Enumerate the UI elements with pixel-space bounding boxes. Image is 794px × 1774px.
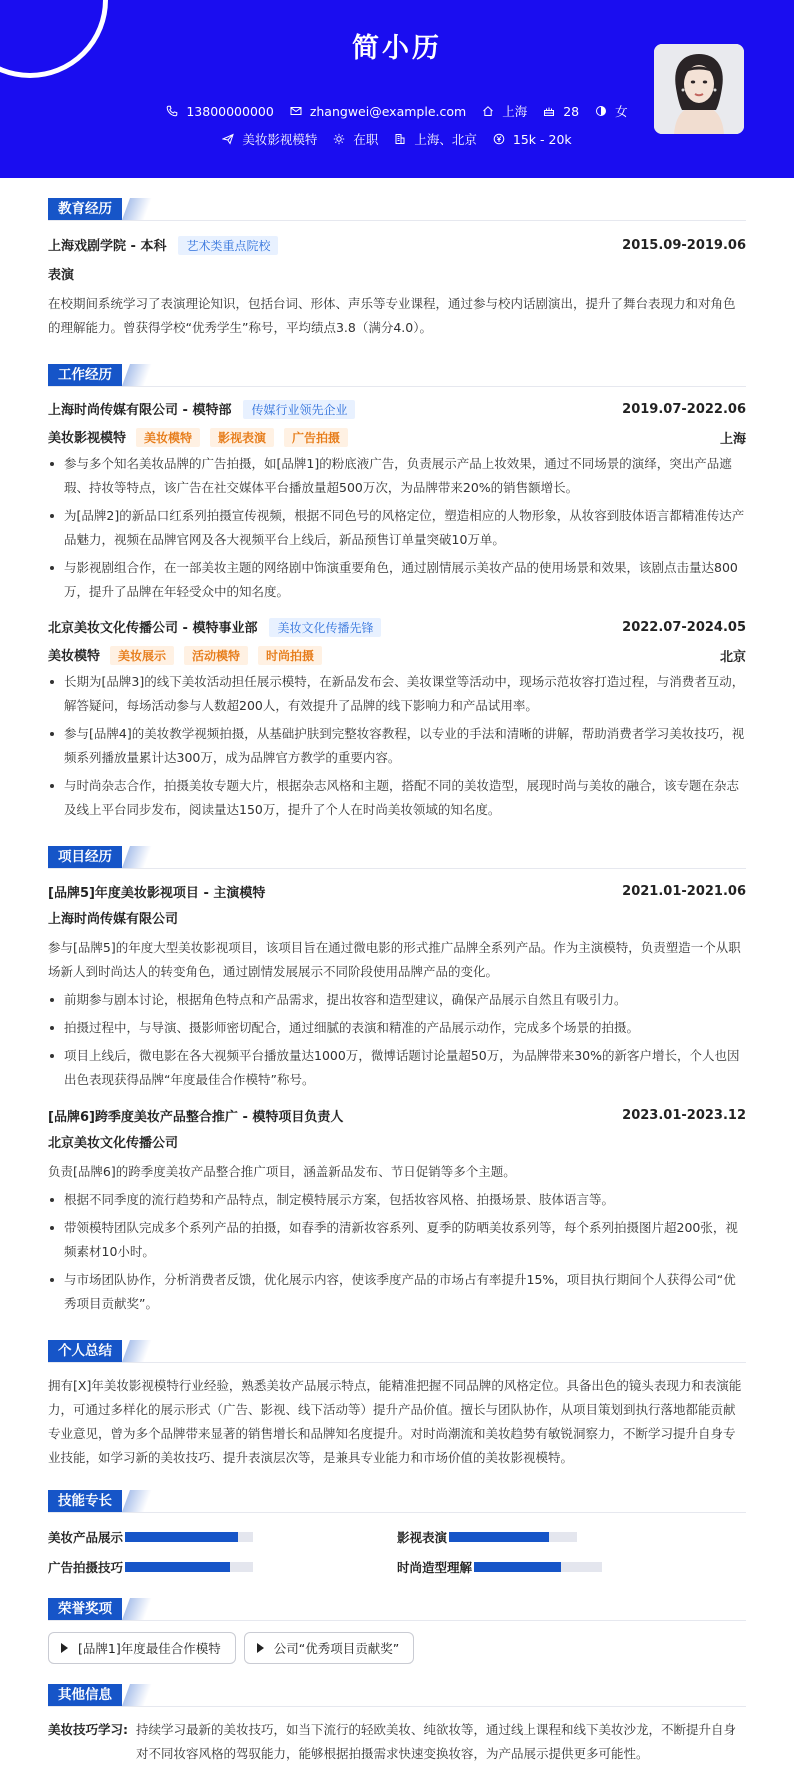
job-entry — [48, 398, 746, 604]
major: 表演 — [48, 268, 75, 283]
location-text: 上海 — [502, 104, 528, 119]
candidate-name: 简小历 — [352, 33, 442, 64]
target-city: 上海、北京 — [414, 132, 477, 147]
target-position: 美妆影视模特 — [242, 132, 318, 147]
section-header — [48, 344, 746, 386]
skill-name: 时尚造型理解 — [397, 1560, 473, 1575]
other-info-item — [48, 1718, 746, 1766]
gender-text: 女 — [615, 104, 628, 119]
role-row — [48, 644, 746, 666]
project-org: 上海时尚传媒有限公司 — [48, 912, 179, 927]
salary-info — [493, 132, 572, 147]
job-entry — [48, 616, 746, 822]
project-date: 2021.01-2021.06 — [622, 883, 746, 899]
email-address: zhangwei@example.com — [309, 103, 467, 119]
skill-bar-fill — [474, 1562, 561, 1572]
job-bullets — [48, 670, 746, 822]
other-section — [48, 1664, 746, 1766]
section-header — [48, 1664, 746, 1706]
education-description: 在校期间系统学习了表演理论知识，包括台词、形体、声乐等专业课程，通过参与校内话剧演出，提升了舞台表现力和对角色的理解能力。曾获得学校“优秀学生”称号，平均绩点3.8（满分4.0）。 — [48, 296, 736, 335]
list-item: 为[品牌2]的新品口红系列拍摄宣传视频，根据不同色号的风格定位，塑造相应的人物形象，从妆容到肢体语言都精准传达产品魅力，视频在品牌官网及各大视频平台上线后，新品预售订单量突破10万单。 — [48, 504, 746, 552]
project-org: 北京美妆文化传播公司 — [48, 1136, 179, 1151]
section-header — [48, 1320, 746, 1362]
project-name: [品牌5]年度美妆影视项目 - 主演模特 — [48, 885, 266, 901]
resume-content — [48, 178, 746, 1766]
status-icon — [333, 133, 345, 145]
list-item: 与时尚杂志合作，拍摄美妆专题大片，根据杂志风格和主题，搭配不同的美妆造型，展现时尚与美妆的融合，该专题在杂志及线上平台同步发布，阅读量达150万，提升了个人在时尚美妆领域的知名度。 — [48, 774, 746, 822]
project-bullets — [48, 1188, 746, 1316]
project-description: 参与[品牌5]的年度大型美妆影视项目，该项目旨在通过微电影的形式推广品牌全系列产品。作为主演模特，负责塑造一个从职场新人到时尚达人的转变角色，通过剧情发展展示不同阶段使用品牌产品的变化。 — [48, 940, 741, 979]
divider — [48, 868, 746, 869]
project-date: 2023.01-2023.12 — [622, 1107, 746, 1123]
play-icon — [257, 1643, 264, 1653]
list-item: 拍摄过程中，与导演、摄影师密切配合，通过细腻的表演和精准的产品展示动作，完成多个场景的拍摄。 — [48, 1016, 746, 1040]
awards-list — [48, 1632, 746, 1664]
list-item: 带领模特团队完成多个系列产品的拍摄，如春季的清新妆容系列、夏季的防晒美妆系列等，每个系列拍摄图片超200张，视频素材10小时。 — [48, 1216, 746, 1264]
skill-tag: 广告拍摄 — [284, 428, 348, 447]
skill-tag: 时尚拍摄 — [258, 646, 322, 665]
skill-bar — [474, 1562, 602, 1572]
job-bullets — [48, 452, 746, 604]
education-school-row — [48, 234, 746, 256]
location-info — [482, 102, 527, 120]
play-icon — [61, 1643, 68, 1653]
email-info — [290, 104, 466, 119]
skill-tag: 影视表演 — [210, 428, 274, 447]
award-name: 公司“优秀项目贡献奖” — [273, 1641, 400, 1656]
money-icon — [493, 133, 505, 145]
skill-bar-fill — [125, 1532, 238, 1542]
target-city-info — [394, 130, 477, 148]
company-row — [48, 398, 746, 420]
project-bullets — [48, 988, 746, 1092]
send-icon — [222, 133, 234, 145]
role-row — [48, 426, 746, 448]
list-item: 参与[品牌4]的美妆教学视频拍摄，从基础护肤到完整妆容教程，以专业的手法和清晰的讲解，帮助消费者学习美妆技巧，视频系列播放量累计达300万，成为品牌官方教学的重要内容。 — [48, 722, 746, 770]
company-tag: 美妆文化传播先锋 — [269, 618, 381, 637]
other-info-label: 美妆技巧学习: — [48, 1722, 128, 1737]
age-info — [543, 104, 579, 119]
company-name: 上海时尚传媒有限公司 - 模特部 — [48, 403, 232, 418]
education-date: 2015.09-2019.06 — [622, 237, 746, 253]
school-block — [48, 235, 278, 255]
skill-item — [397, 1522, 746, 1552]
school-name: 上海戏剧学院 - 本科 — [48, 239, 167, 254]
list-item: 长期为[品牌3]的线下美妆活动担任展示模特，在新品发布会、美妆课堂等活动中，现场示范妆容打造过程，与消费者互动，解答疑问，每场活动参与人数超200人，有效提升了品牌的线下影响力和产品试用率。 — [48, 670, 746, 718]
skill-bar — [125, 1562, 253, 1572]
list-item: 前期参与剧本讨论，根据角色特点和产品需求，提出妆容和造型建议，确保产品展示自然且有吸引力。 — [48, 988, 746, 1012]
skill-tag: 美妆展示 — [110, 646, 174, 665]
home-icon — [482, 105, 494, 117]
building-icon — [394, 133, 406, 145]
project-description: 负责[品牌6]的跨季度美妆产品整合推广项目，涵盖新品发布、节日促销等多个主题。 — [48, 1164, 516, 1179]
skill-tag: 美妆模特 — [136, 428, 200, 447]
award-name: [品牌1]年度最佳合作模特 — [78, 1641, 221, 1656]
list-item: 参与多个知名美妆品牌的广告拍摄，如[品牌1]的粉底液广告，负责展示产品上妆效果，通过不同场景的演绎，突出产品遮瑕、持妆等特点，该广告在社交媒体平台播放量超500万次，为品牌带来20%的销售额增长。 — [48, 452, 746, 500]
company-block — [48, 399, 355, 419]
section-header — [48, 1578, 746, 1620]
company-block — [48, 617, 381, 637]
section-header — [48, 826, 746, 868]
skills-section — [48, 1470, 746, 1582]
award-item — [48, 1632, 236, 1664]
target-position-info — [222, 130, 317, 148]
project-entry — [48, 880, 746, 1092]
list-item: 与市场团队协作，分析消费者反馈，优化展示内容，使该季度产品的市场占有率提升15%，项目执行期间个人获得公司“优秀项目贡献奖”。 — [48, 1268, 746, 1316]
other-info-text: 持续学习最新的美妆技巧，如当下流行的轻欧美妆、纯欲妆等，通过线上课程和线下美妆沙龙，不断提升自身对不同妆容风格的驾驭能力，能够根据拍摄需求快速变换妆容，为产品展示提供更多可能性。 — [136, 1722, 737, 1761]
phone-icon — [166, 105, 178, 117]
job-date: 2019.07-2022.06 — [622, 401, 746, 417]
summary-title: 个人总结 — [48, 1340, 122, 1362]
divider — [48, 1512, 746, 1513]
job-role: 美妆影视模特 — [48, 431, 127, 446]
work-title: 工作经历 — [48, 364, 122, 386]
age-icon — [543, 105, 555, 117]
skill-name: 广告拍摄技巧 — [48, 1560, 124, 1575]
job-city: 上海 — [719, 431, 746, 447]
job-role: 美妆模特 — [48, 649, 101, 664]
skills-grid — [48, 1522, 746, 1582]
projects-section — [48, 826, 746, 1316]
job-city: 北京 — [719, 649, 746, 665]
expected-salary: 15k - 20k — [512, 131, 572, 147]
skill-item — [48, 1522, 397, 1552]
phone-number: 13800000000 — [186, 103, 274, 119]
awards-section — [48, 1578, 746, 1664]
section-header — [48, 1470, 746, 1512]
project-row — [48, 880, 746, 902]
phone-info — [166, 104, 273, 119]
skill-bar — [449, 1532, 577, 1542]
section-header — [48, 178, 746, 220]
company-tag: 传媒行业领先企业 — [243, 400, 355, 419]
education-section — [48, 178, 746, 340]
gender-info — [595, 102, 628, 120]
mail-icon — [290, 105, 302, 117]
award-item — [244, 1632, 414, 1664]
skill-name: 美妆产品展示 — [48, 1530, 124, 1545]
divider — [48, 220, 746, 221]
projects-title: 项目经历 — [48, 846, 122, 868]
summary-section — [48, 1320, 746, 1470]
profile-photo — [654, 44, 744, 134]
job-status-info — [333, 130, 378, 148]
company-row — [48, 616, 746, 638]
summary-text: 拥有[X]年美妆影视模特行业经验，熟悉美妆产品展示特点，能精准把握不同品牌的风格定位。具备出色的镜头表现力和表演能力，可通过多样化的展示形式（广告、影视、线下活动等）提升产品价值。擅长与团队协作，从项目策划到执行落地都能贡献专业意见，曾为多个品牌带来显著的销售增长和品牌知名度提升。对时尚潮流和美妆趋势有敏锐洞察力，不断学习提升自身专业技能，如学习新的美妆技巧、提升表演层次等，是兼具专业能力和市场价值的美妆影视模特。 — [48, 1378, 742, 1465]
list-item: 与影视剧组合作，在一部美妆主题的网络剧中饰演重要角色，通过剧情展示美妆产品的使用场景和效果，该剧点击量达800万，提升了品牌在年轻受众中的知名度。 — [48, 556, 746, 604]
divider — [48, 1706, 746, 1707]
role-block — [48, 645, 322, 665]
skill-name: 影视表演 — [397, 1530, 448, 1545]
project-entry — [48, 1104, 746, 1316]
role-block — [48, 427, 348, 447]
project-name: [品牌6]跨季度美妆产品整合推广 - 模特项目负责人 — [48, 1109, 344, 1125]
project-row — [48, 1104, 746, 1126]
divider — [48, 1620, 746, 1621]
age-text: 28 — [563, 103, 580, 119]
awards-title: 荣誉奖项 — [48, 1598, 122, 1620]
skill-bar-fill — [125, 1562, 230, 1572]
skill-bar-fill — [449, 1532, 549, 1542]
skill-tag: 活动模特 — [184, 646, 248, 665]
work-section — [48, 344, 746, 822]
job-status: 在职 — [353, 132, 379, 147]
other-title: 其他信息 — [48, 1684, 122, 1706]
school-tag: 艺术类重点院校 — [178, 236, 278, 255]
list-item: 根据不同季度的流行趋势和产品特点，制定模特展示方案，包括妆容风格、拍摄场景、肢体语言等。 — [48, 1188, 746, 1212]
job-date: 2022.07-2024.05 — [622, 619, 746, 635]
skill-bar — [125, 1532, 253, 1542]
skills-title: 技能专长 — [48, 1490, 122, 1512]
divider — [48, 386, 746, 387]
resume-header — [0, 0, 794, 178]
gender-icon — [595, 105, 607, 117]
list-item: 项目上线后，微电影在各大视频平台播放量达1000万，微博话题讨论量超50万，为品牌带来30%的新客户增长，个人也因出色表现获得品牌“年度最佳合作模特”称号。 — [48, 1044, 746, 1092]
divider — [48, 1362, 746, 1363]
education-title: 教育经历 — [48, 198, 122, 220]
company-name: 北京美妆文化传播公司 - 模特事业部 — [48, 621, 258, 636]
